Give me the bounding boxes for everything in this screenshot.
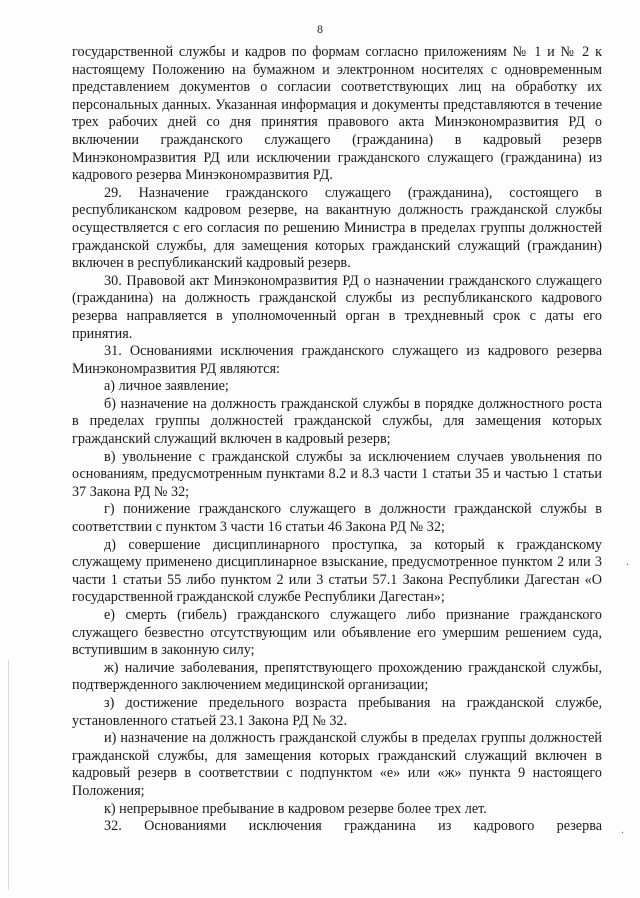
list-item-k: к) непрерывное пребывание в кадровом резерве более трех лет. xyxy=(104,800,487,817)
document-body xyxy=(72,44,602,836)
list-item-zh: ж) наличие заболевания, препятствующего прохождению гражданской службы, подтвержденного заключением медицинской организации; xyxy=(72,659,602,694)
page-number: 8 xyxy=(317,22,323,36)
list-item-a: а) личное заявление; xyxy=(104,378,229,395)
list-item-d: д) совершение дисциплинарного проступка, за который к гражданскому служащему применено дисциплинарное взыскание, предусмотренное пунктом 2 или 3 части 1 статьи 55 либо пунктом 2 или 3 статьи 57.1 Закона Республики Дагестан «О государственной гражданской службе Республики Дагестан»; xyxy=(72,536,602,606)
scan-speck: · xyxy=(626,560,630,571)
scan-speck: · xyxy=(621,828,625,839)
paragraph-31: 31. Основаниями исключения гражданского служащего из кадрового резерва Минэкономразвития РД являются: xyxy=(72,343,602,377)
list-item-i: и) назначение на должность гражданской службы в пределах группы должностей гражданской службы, для замещения которых гражданский служащий включен в кадровый резерв в соответствии с подпунктом «е» или «ж» пункта 9 настоящего Положения; xyxy=(72,730,602,799)
list-item-z: з) достижение предельного возраста пребывания на гражданской службе, установленного статьей 23.1 Закона РД № 32. xyxy=(72,694,602,729)
list-item-e: е) смерть (гибель) гражданского служащего либо признание гражданского служащего безвестно отсутствующим или объявление его умершим решением суда, вступившим в законную силу; xyxy=(72,607,602,659)
list-item-g: г) понижение гражданского служащего в должности гражданской службы в соответствии с пунктом 3 части 16 статьи 46 Закона РД № 32; xyxy=(72,501,602,536)
scan-margin-line xyxy=(8,660,9,890)
paragraph-29: 29. Назначение гражданского служащего (гражданина), состоящего в республиканском кадровом резерве, на вакантную должность гражданской службы осуществляется с его согласия по решению Министра в пределах группы должностей гражданской службы, для замещения которых гражданский служащий (гражданин) включен в республиканский кадровый резерв. xyxy=(72,184,602,272)
paragraph-32: 32. Основаниями исключения гражданина из кадрового резерва xyxy=(104,818,602,835)
paragraph-continuation: государственной службы и кадров по формам согласно приложениям № 1 и № 2 к настоящему Положению на бумажном и электронном носителях с одновременным представлением документов о согласии соответствующих лиц на обработку их персональных данных. Указанная информация и документы представляются в течение трех рабочих дней со дня принятия правового акта Минэкономразвития РД о включении гражданского служащего (гражданина) в кадровый резерв Минэкономразвития РД или исключении гражданского служащего (гражданина) из кадрового резерва Минэкономразвития РД. xyxy=(72,44,602,184)
list-item-v: в) увольнение с гражданской службы за исключением случаев увольнения по основаниям, предусмотренным пунктами 8.2 и 8.3 части 1 статьи 35 и частью 1 статьи 37 Закона РД № 32; xyxy=(72,448,602,500)
list-item-b: б) назначение на должность гражданской службы в порядке должностного роста в пределах группы должностей гражданской службы, для замещения которых гражданский служащий включен в кадровый резерв; xyxy=(72,395,602,448)
paragraph-30: 30. Правовой акт Минэкономразвития РД о назначении гражданского служащего (гражданина) на должность гражданской службы из республиканского кадрового резерва направляется в уполномоченный орган в трехдневный срок с даты его принятия. xyxy=(72,272,602,342)
